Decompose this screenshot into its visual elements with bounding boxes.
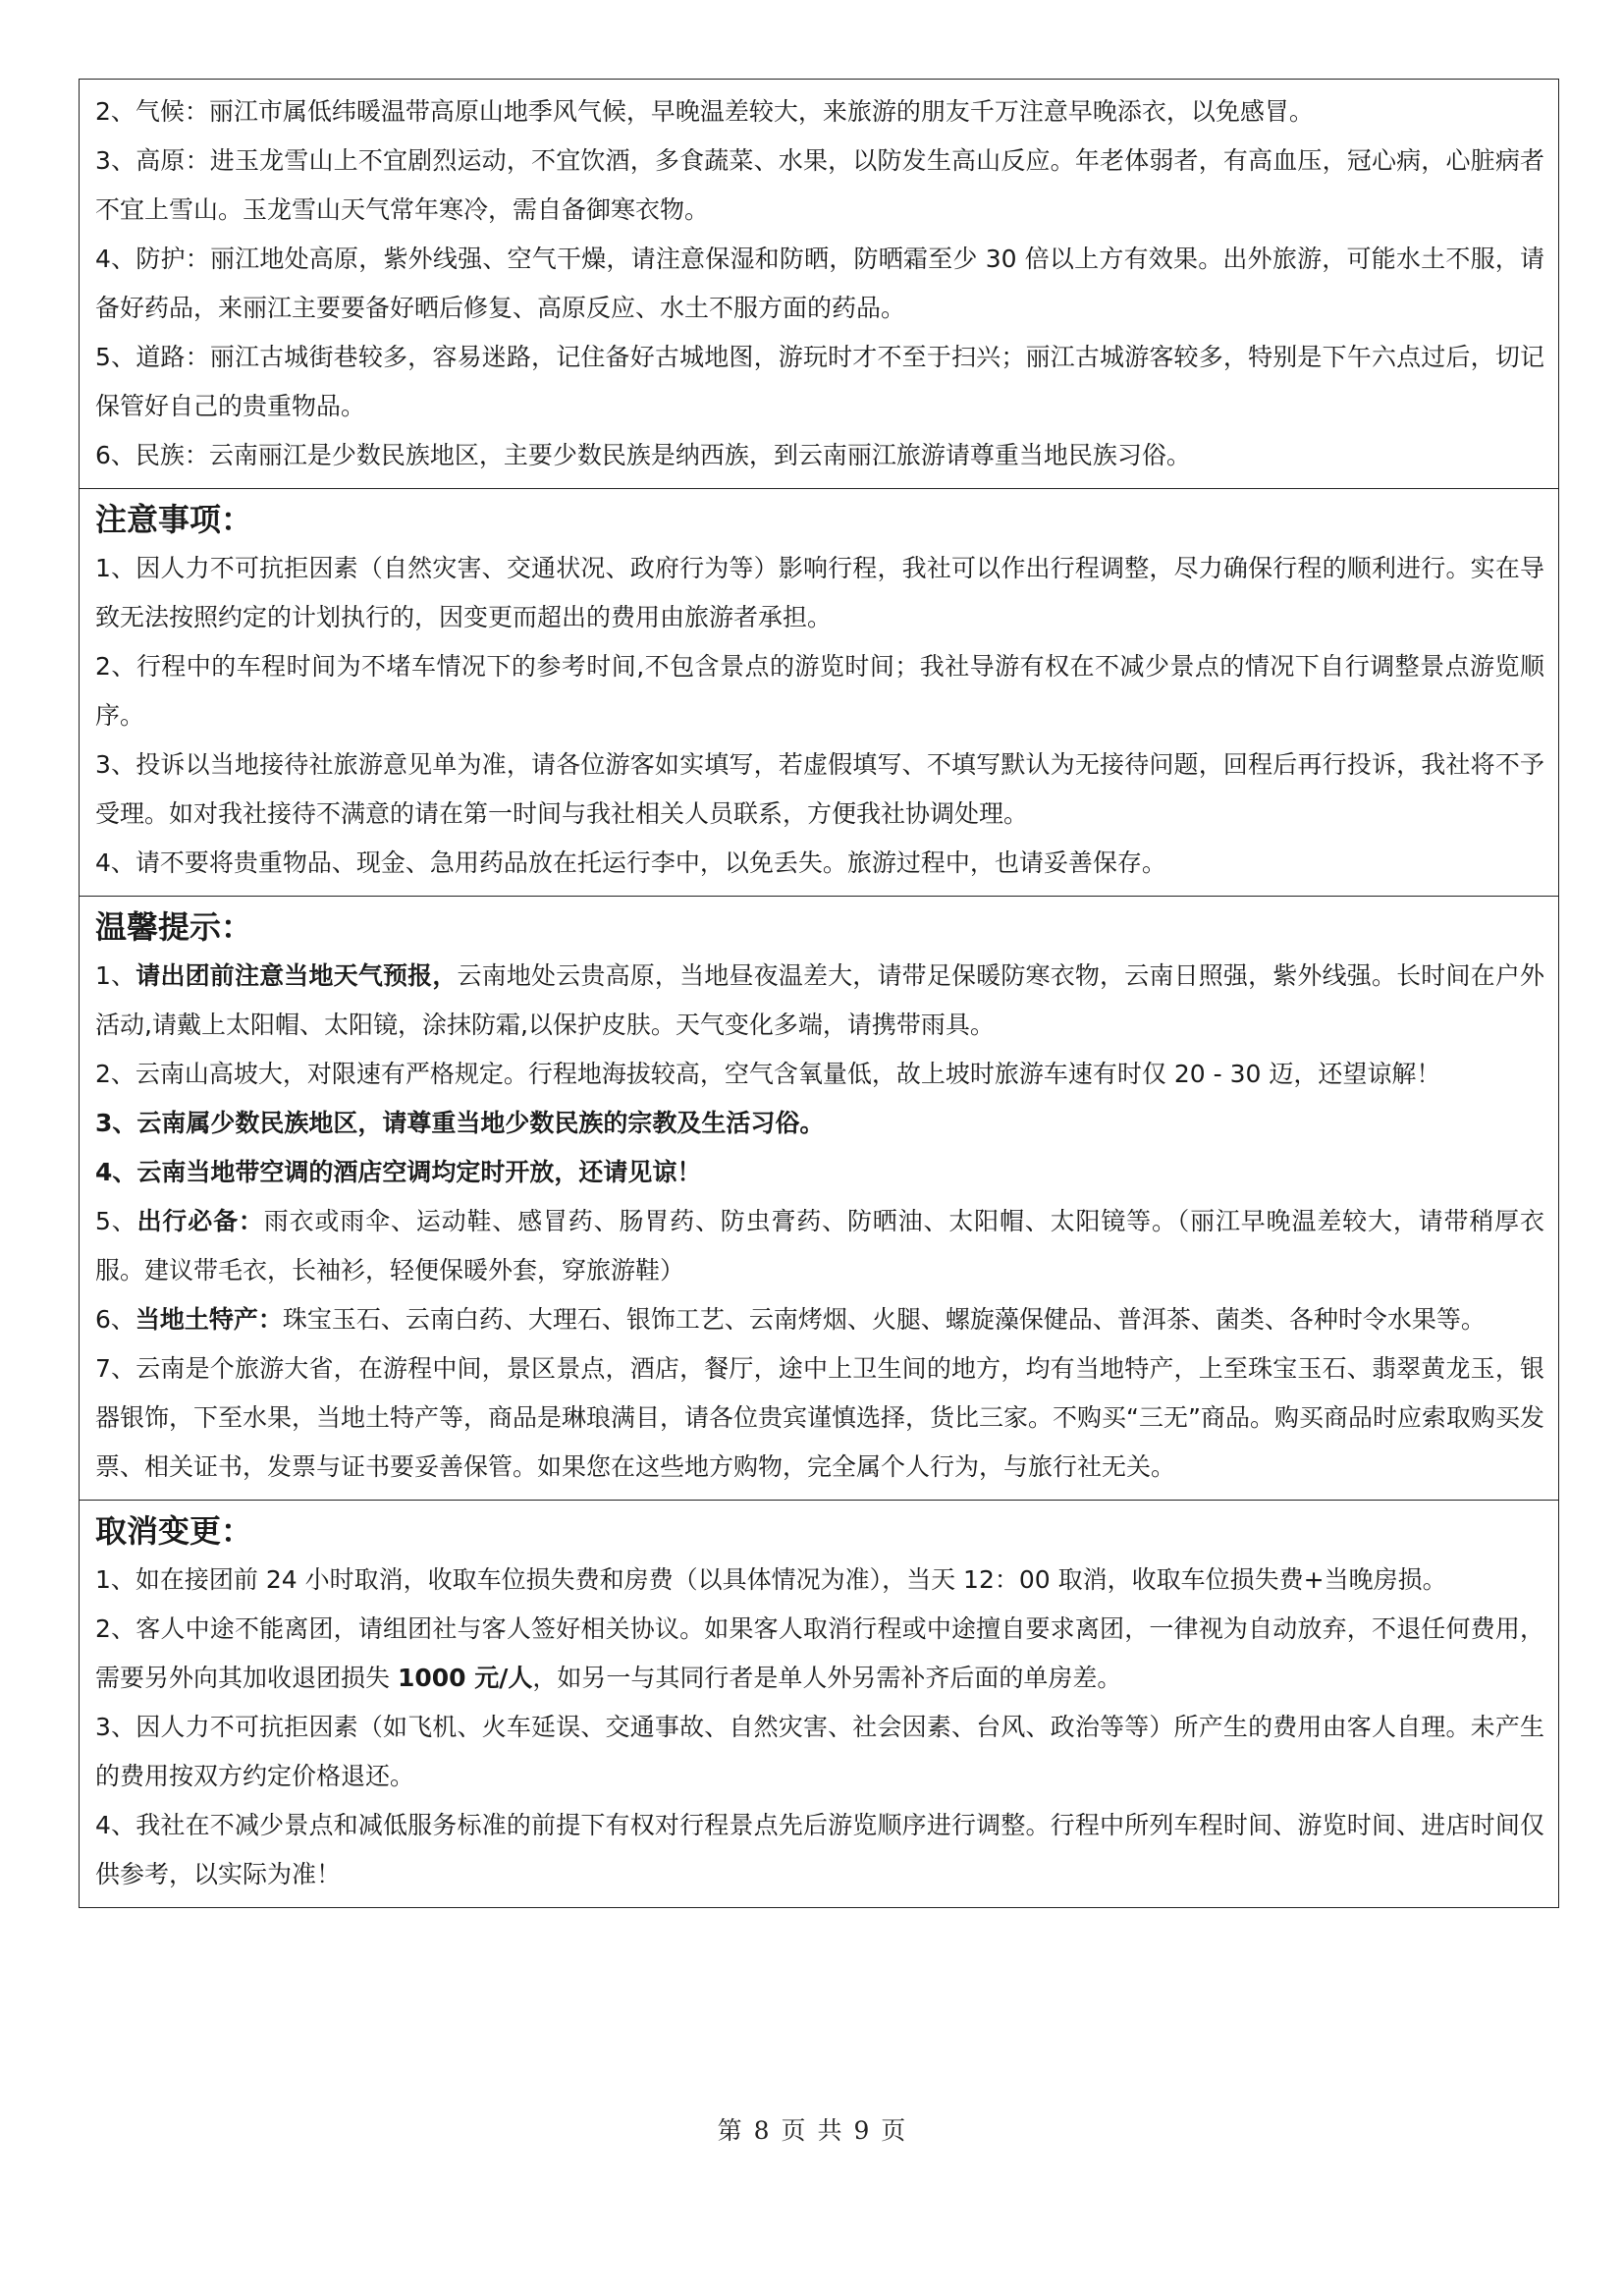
cancel-heading: 取消变更： xyxy=(95,1512,253,1550)
info-item-climate: 2、气候：丽江市属低纬暖温带高原山地季风气候，早晚温差较大，来旅游的朋友千万注意早晚添衣，以免感冒。 xyxy=(95,97,1314,126)
document-table xyxy=(79,79,1559,1908)
section-tips xyxy=(80,897,1559,1501)
tips-item-aircon: 4、云南当地带空调的酒店空调均定时开放，还请见谅！ xyxy=(95,1158,702,1186)
tips-heading: 温馨提示： xyxy=(95,908,253,946)
total-pages: 9 xyxy=(853,2116,870,2145)
tips-item-essentials: 5、出行必备：雨衣或雨伞、运动鞋、感冒药、肠胃药、防虫膏药、防晒油、太阳帽、太阳镜等。（丽江早晚温差较大，请带稍厚衣服。建议带毛衣，长袖衫，轻便保暖外套，穿旅游鞋） xyxy=(95,1207,1544,1285)
current-page: 8 xyxy=(753,2116,770,2145)
section-notes xyxy=(80,489,1559,897)
tips-item-speed: 2、云南山高坡大，对限速有严格规定。行程地海拔较高，空气含氧量低，故上坡时旅游车速有时仅 20 - 30 迈，还望谅解！ xyxy=(95,1060,1441,1088)
section-cancel xyxy=(80,1501,1559,1908)
notes-heading: 注意事项： xyxy=(95,501,253,538)
notes-item: 3、投诉以当地接待社旅游意见单为准，请各位游客如实填写，若虚假填写、不填写默认为无接待问题，回程后再行投诉，我社将不予受理。如对我社接待不满意的请在第一时间与我社相关人员联系，方便我社协调处理。 xyxy=(95,750,1544,828)
notes-item: 4、请不要将贵重物品、现金、急用药品放在托运行李中，以免丢失。旅游过程中，也请妥善保存。 xyxy=(95,848,1166,877)
cancel-item-force-majeure: 3、因人力不可抗拒因素（如飞机、火车延误、交通事故、自然灾害、社会因素、台风、政治等等）所产生的费用由客人自理。未产生的费用按双方约定价格退还。 xyxy=(95,1713,1544,1790)
tips-item-customs: 3、云南属少数民族地区，请尊重当地少数民族的宗教及生活习俗。 xyxy=(95,1109,825,1137)
section-local-info xyxy=(80,80,1559,489)
cancel-item-schedule: 4、我社在不减少景点和减低服务标准的前提下有权对行程景点先后游览顺序进行调整。行程中所列车程时间、游览时间、进店时间仅供参考，以实际为准！ xyxy=(95,1811,1544,1888)
tips-item-weather: 1、请出团前注意当地天气预报，云南地处云贵高原，当地昼夜温差大，请带足保暖防寒衣物，云南日照强，紫外线强。长时间在户外活动,请戴上太阳帽、太阳镜，涂抹防霜,以保护皮肤。天气变化多端，请携带雨具。 xyxy=(95,961,1544,1039)
info-item-protection: 4、防护：丽江地处高原，紫外线强、空气干燥，请注意保湿和防晒，防晒霜至少 30 倍以上方有效果。出外旅游，可能水土不服，请备好药品，来丽江主要要备好晒后修复、高原反应、水土不服方面的药品。 xyxy=(95,245,1544,322)
notes-item: 2、行程中的车程时间为不堵车情况下的参考时间,不包含景点的游览时间；我社导游有权在不减少景点的情况下自行调整景点游览顺序。 xyxy=(95,652,1544,730)
cancel-item-fee: 1、如在接团前 24 小时取消，收取车位损失费和房费（以具体情况为准），当天 12：00 取消，收取车位损失费+当晚房损。 xyxy=(95,1565,1447,1594)
notes-item: 1、因人力不可抗拒因素（自然灾害、交通状况、政府行为等）影响行程，我社可以作出行程调整，尽力确保行程的顺利进行。实在导致无法按照约定的计划执行的，因变更而超出的费用由旅游者承担。 xyxy=(95,554,1544,631)
page-number: 第 8 页 共 9 页 xyxy=(717,2116,906,2145)
tips-item-specialties: 6、当地土特产：珠宝玉石、云南白药、大理石、银饰工艺、云南烤烟、火腿、螺旋藻保健品、普洱茶、菌类、各种时令水果等。 xyxy=(95,1305,1486,1334)
tips-item-shopping: 7、云南是个旅游大省，在游程中间，景区景点，酒店，餐厅，途中上卫生间的地方，均有当地特产，上至珠宝玉石、翡翠黄龙玉，银器银饰，下至水果，当地土特产等，商品是琳琅满目，请各位贵宾谨慎选择，货比三家。不购买“三无”商品。购买商品时应索取购买发票、相关证书，发票与证书要妥善保管。如果您在这些地方购物，完全属个人行为，与旅行社无关。 xyxy=(95,1354,1544,1481)
info-item-ethnic: 6、民族：云南丽江是少数民族地区，主要少数民族是纳西族，到云南丽江旅游请尊重当地民族习俗。 xyxy=(95,441,1191,469)
info-item-plateau: 3、高原：进玉龙雪山上不宜剧烈运动，不宜饮酒，多食蔬菜、水果，以防发生高山反应。年老体弱者，有高血压，冠心病，心脏病者不宜上雪山。玉龙雪山天气常年寒冷，需自备御寒衣物。 xyxy=(95,146,1544,224)
cancel-item-leave-group: 2、客人中途不能离团，请组团社与客人签好相关协议。如果客人取消行程或中途擅自要求离团，一律视为自动放弃，不退任何费用，需要另外向其加收退团损失 1000 元/人，如另一与其同行者是单人外另需补齐后面的单房差。 xyxy=(95,1614,1544,1692)
info-item-roads: 5、道路：丽江古城街巷较多，容易迷路，记住备好古城地图，游玩时才不至于扫兴；丽江古城游客较多，特别是下午六点过后，切记保管好自己的贵重物品。 xyxy=(95,343,1544,420)
